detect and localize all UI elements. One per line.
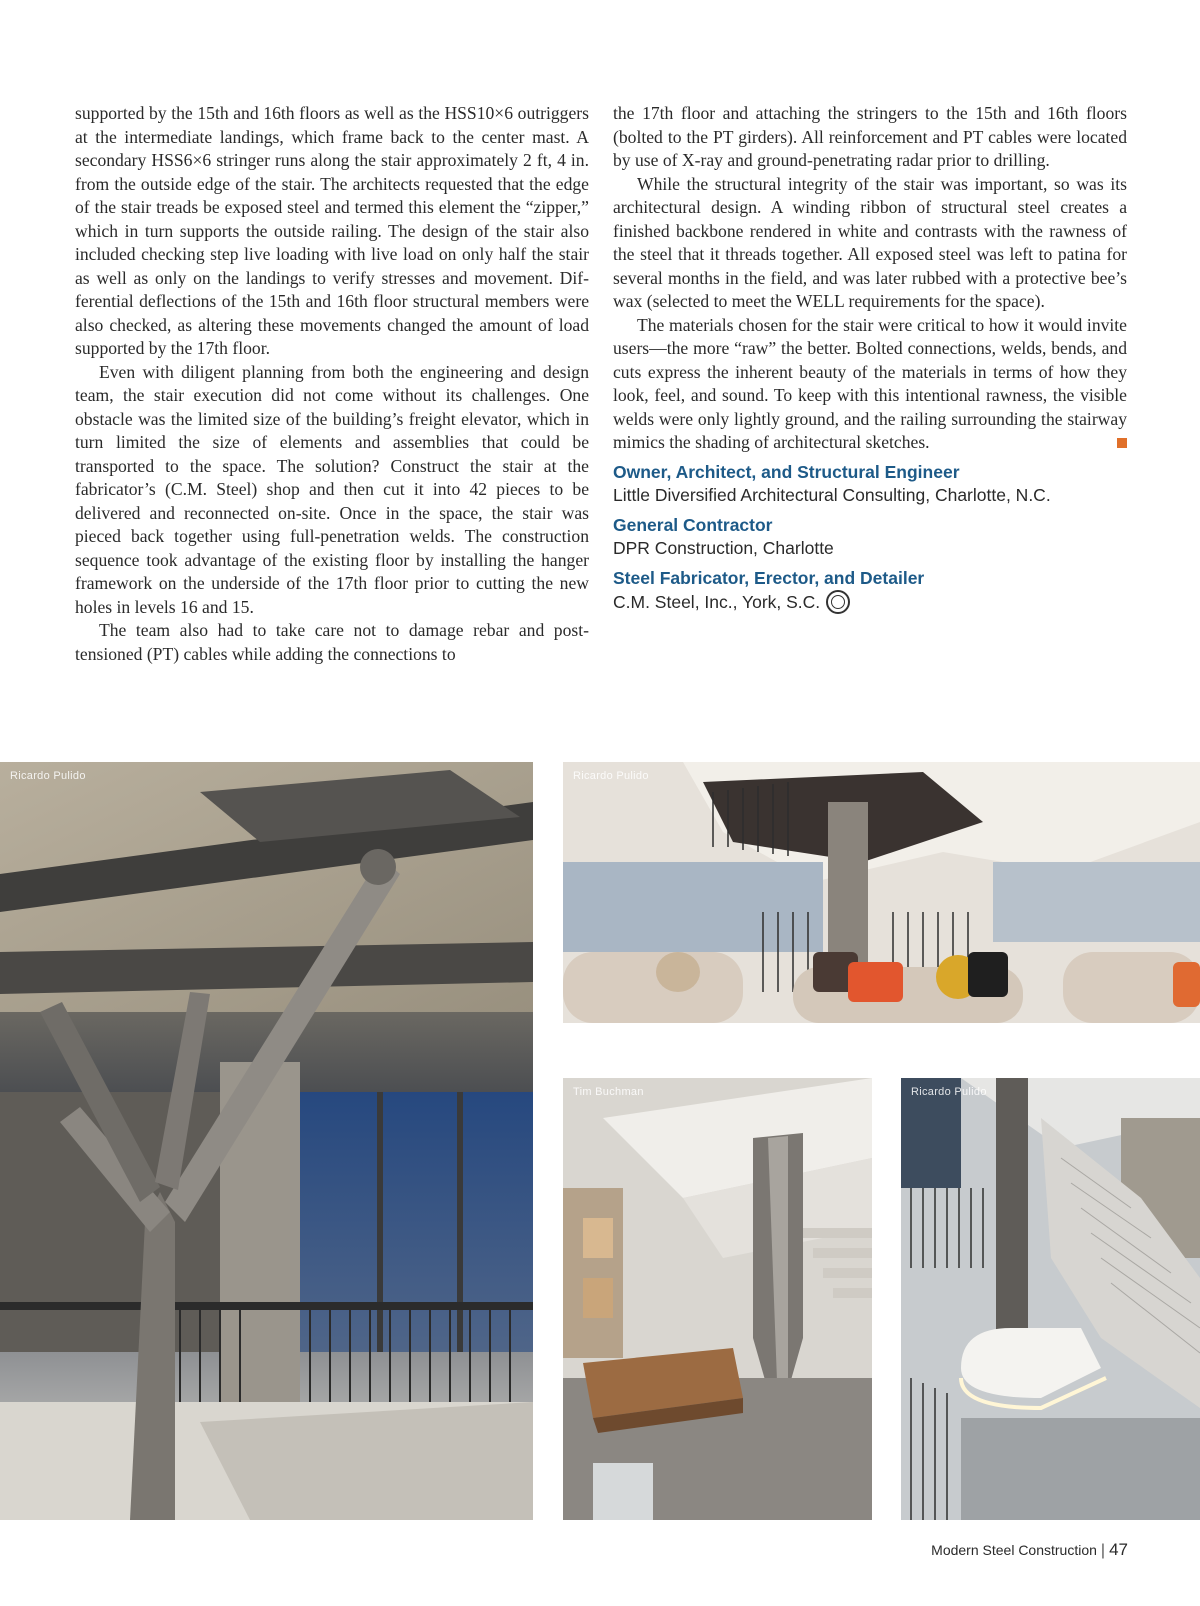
photo-steel-hanger-structure <box>0 762 533 1520</box>
page-footer <box>931 1540 1128 1560</box>
project-credits <box>613 461 1127 614</box>
paragraph-text: The materials chosen for the stair were critical to how it would invite users—the more “raw” the better. Bolted connections, welds, bends, and cuts express the inherent beauty of the materials in terms of how they look, feel, and sound. To keep with this intentional rawness, the visible welds were only lightly ground, and the railing surrounding the stairway mimics the shading of architectural sketches. <box>613 314 1127 452</box>
lounge-illustration <box>563 762 1200 1023</box>
paragraph: supported by the 15th and 16th floors as well as the HSS10×6 outriggers at the intermediate landings, which frame back to the center mast. A secondary HSS6×6 stringer runs along the stair approximately 2 ft, 4 in. from the outside edge of the stair. The architects requested that the edge of the stair treads be exposed steel and termed this element the “zipper,” which in turn supports the outside railing. The design of the stair also included checking step live loading with live load on only half the stair as well as only on the landings to verify stresses and movement. Differential deflections of the 15th and 16th floor structural members were also checked, as altering these movements changed the amount of load supported by the 17th floor. <box>75 103 589 358</box>
publication-name: Modern Steel Construction <box>931 1542 1097 1558</box>
paragraph: While the structural integrity of the stair was important, so was its architectural design. A winding ribbon of structural steel creates a finished backbone rendered in white and contrasts with the rawness of the steel that it threads together. All exposed steel was left to patina for several months in the field, and was later rubbed with a protective bee’s wax (selected to meet the WELL requirements for the space). <box>613 173 1127 311</box>
left-text-column <box>75 102 589 666</box>
photo-credit: Ricardo Pulido <box>911 1086 987 1098</box>
credit-role-gc: General Contractor <box>613 514 773 535</box>
aisc-member-seal-icon <box>826 590 850 614</box>
footer-separator: | <box>1100 1542 1106 1559</box>
photo-credit: Tim Buchman <box>573 1086 644 1098</box>
page-number: 47 <box>1109 1540 1128 1559</box>
credit-role-owner: Owner, Architect, and Structural Engineer <box>613 461 960 482</box>
mast-illustration <box>563 1078 872 1520</box>
credit-name-fabricator <box>613 590 1127 614</box>
right-text-column <box>613 102 1127 621</box>
paragraph: the 17th floor and attaching the stringers to the 15th and 16th floors (bolted to the PT girders). All reinforcement and PT cables were located by use of X-ray and ground-penetrating radar prior to drilling. <box>613 103 1127 170</box>
photo-credit: Ricardo Pulido <box>10 770 86 782</box>
stair-illustration <box>901 1078 1200 1520</box>
paragraph: The team also had to take care not to damage rebar and post-tensioned (PT) cables while adding the connections to <box>75 620 589 664</box>
steel-structure-illustration <box>0 762 533 1520</box>
photo-credit: Ricardo Pulido <box>573 770 649 782</box>
article-end-mark-icon <box>1117 438 1127 448</box>
paragraph <box>613 314 1127 455</box>
paragraph: Even with diligent planning from both the engineering and design team, the stair execution did not come without its challenges. One obstacle was the limited size of the building’s freight elevator, which in turn limited the size of elements and assemblies that could be transported to the space. The solution? Construct the stair at the fabricator’s (C.M. Steel) shop and then cut it into 42 pieces to be delivered and reconnected on-site. Once in the space, the stair was pieced back together using full-penetration welds. The construction sequence took advantage of the existing floor by installing the hanger framework on the underside of the 17th floor prior to cutting the new holes in levels 16 and 15. <box>75 361 589 617</box>
photo-lounge-under-stair <box>563 762 1200 1023</box>
credit-name-gc: DPR Construction, Charlotte <box>613 537 834 558</box>
photo-center-mast <box>563 1078 872 1520</box>
credit-name-owner: Little Diversified Architectural Consulting, Charlotte, N.C. <box>613 484 1051 505</box>
fabricator-name: C.M. Steel, Inc., York, S.C. <box>613 591 821 612</box>
photo-stair-lit-handrail <box>901 1078 1200 1520</box>
credit-role-fabricator: Steel Fabricator, Erector, and Detailer <box>613 567 925 588</box>
